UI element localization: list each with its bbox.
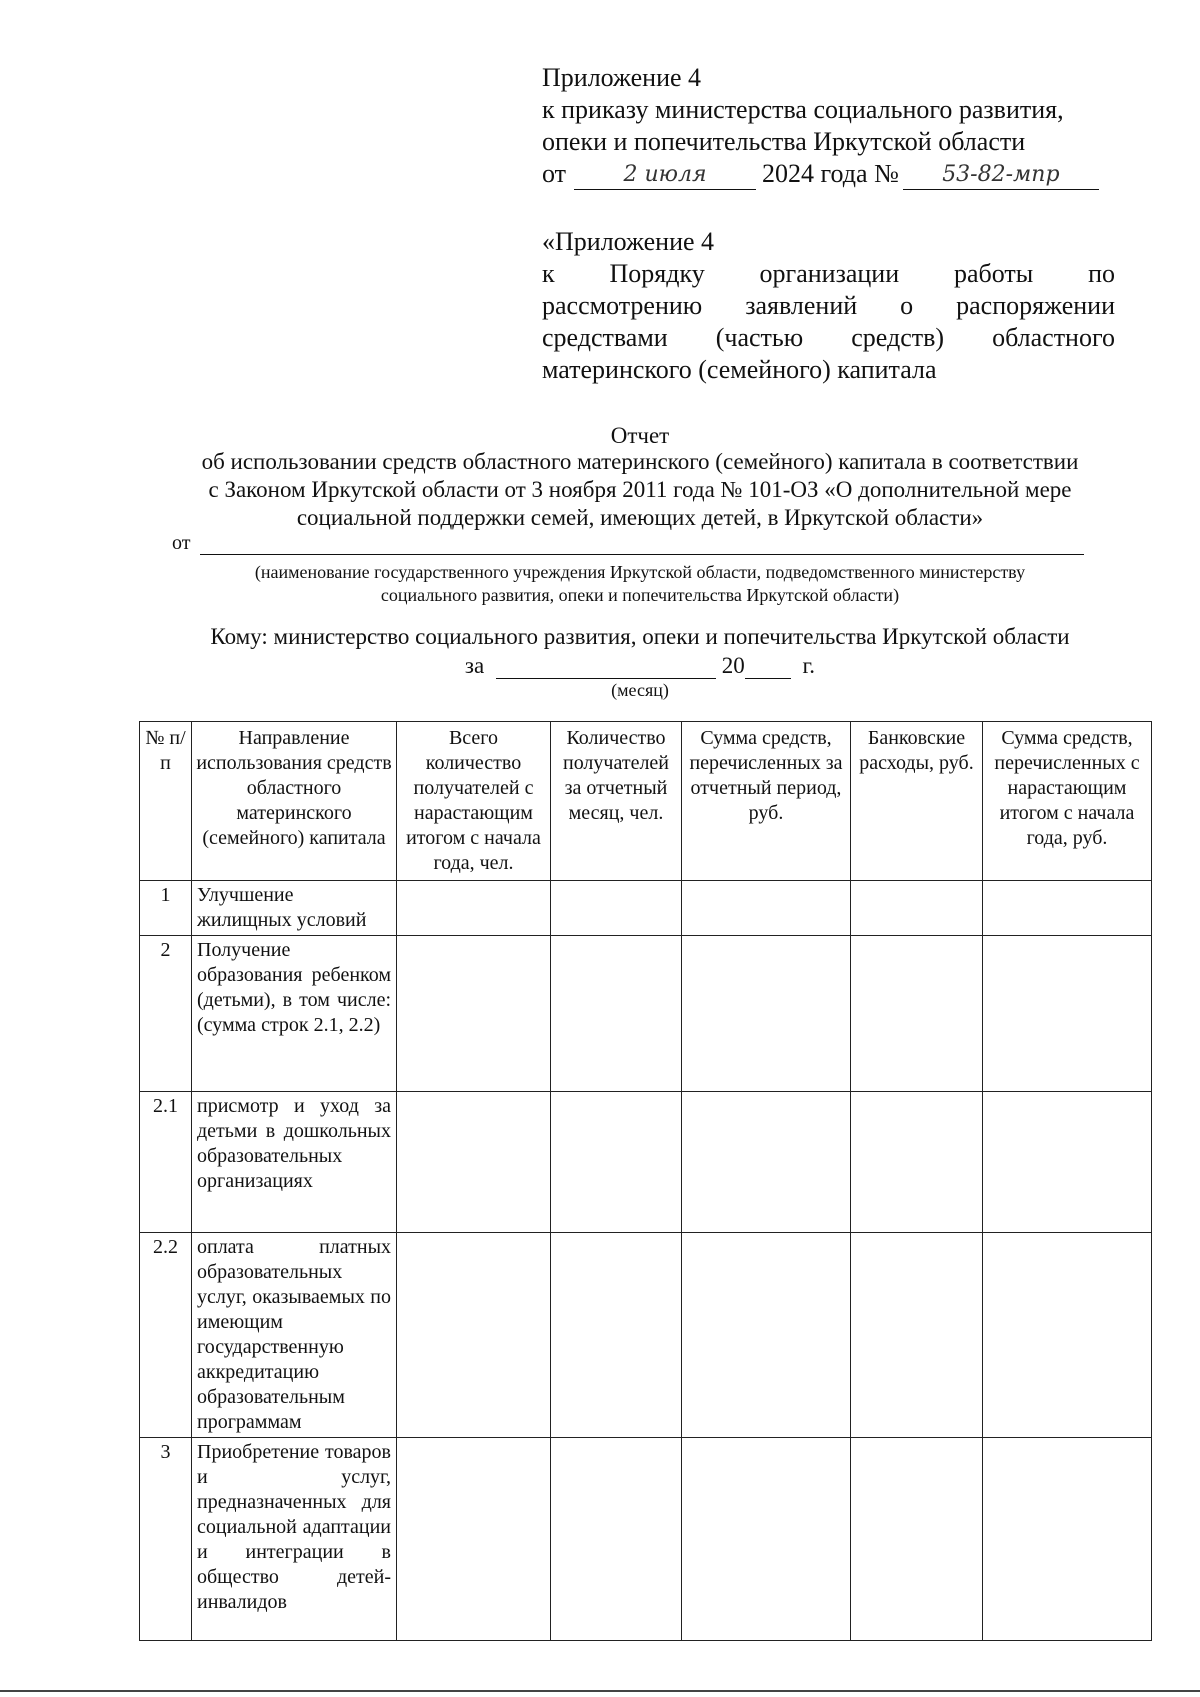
row-number: 2.2 — [140, 1233, 192, 1438]
institution-caption: социального развития, опеки и попечительства Иркутской области) — [380, 585, 900, 605]
row-description: присмотр и уход за детьми в дошкольных образовательных организациях — [192, 1092, 397, 1233]
table-cell — [983, 1233, 1152, 1438]
report-title-line: социальной поддержки семей, имеющих детей, в Иркутской области» — [296, 505, 984, 530]
table-cell — [551, 1092, 682, 1233]
period-line — [150, 653, 1130, 679]
row-description: Улучшение жилищных условий — [192, 881, 397, 936]
table-cell — [851, 1092, 983, 1233]
table-cell — [851, 1233, 983, 1438]
header-from-prefix: от — [542, 159, 567, 188]
column-header-total-recipients: Всего количество получателей с нарастающим итогом с начала года, чел. — [397, 722, 551, 881]
table-row — [140, 1092, 1152, 1233]
institution-from-prefix: от — [172, 532, 191, 554]
table-cell — [551, 881, 682, 936]
row-number: 3 — [140, 1438, 192, 1641]
table-cell — [682, 1092, 851, 1233]
procedure-appendix-title: «Приложение 4 — [542, 227, 715, 256]
table-cell — [682, 1438, 851, 1641]
header-year-text: 2024 года № — [762, 159, 899, 188]
table-row — [140, 936, 1152, 1092]
table-row — [140, 1438, 1152, 1641]
table-cell — [983, 881, 1152, 936]
column-header-period-sum: Сумма средств, перечисленных за отчетный период, руб. — [682, 722, 851, 881]
table-cell — [983, 936, 1152, 1092]
table-cell — [551, 936, 682, 1092]
table-cell — [551, 1438, 682, 1641]
header-to-order: к приказу министерства социального развития, — [542, 95, 1064, 124]
header-ministry: опеки и попечительства Иркутской области — [542, 127, 1026, 156]
report-title-line: об использовании средств областного материнского (семейного) капитала в соответствии — [201, 449, 1079, 474]
row-description: Приобретение товаров и услуг, предназначенных для социальной адаптации и интеграции в общество детей-инвалидов — [192, 1438, 397, 1641]
report-heading: Отчет — [610, 423, 670, 448]
table-cell — [851, 1438, 983, 1641]
table-cell — [397, 881, 551, 936]
table-cell — [397, 1233, 551, 1438]
table-cell — [851, 936, 983, 1092]
table-cell — [397, 936, 551, 1092]
institution-caption: (наименование государственного учреждения Иркутской области, подведомственного министерству — [254, 562, 1026, 582]
table-header-row — [140, 722, 1152, 881]
table-cell — [682, 936, 851, 1092]
period-year-blank — [745, 656, 791, 679]
period-za: за — [464, 653, 485, 678]
column-header-cumulative-sum: Сумма средств, перечисленных с нарастающим итогом с начала года, руб. — [983, 722, 1152, 881]
row-number: 2 — [140, 936, 192, 1092]
report-table — [139, 721, 1152, 1641]
table-cell — [851, 881, 983, 936]
table-cell — [983, 1438, 1152, 1641]
header-date-line — [542, 158, 1117, 190]
row-number: 2.1 — [140, 1092, 192, 1233]
procedure-line: материнского (семейного) капитала — [542, 355, 937, 384]
table-cell — [682, 1233, 851, 1438]
procedure-appendix-block — [542, 226, 1115, 386]
table-cell — [682, 881, 851, 936]
handwritten-order-number: 53-82-мпр — [903, 161, 1099, 190]
period-month-blank — [496, 656, 716, 679]
order-header — [542, 62, 1117, 190]
report-title-line: с Законом Иркутской области от 3 ноября 2011 года № 101-ОЗ «О дополнительной мере — [208, 477, 1072, 502]
row-description: Получение образования ребенком (детьми), в том числе: (сумма строк 2.1, 2.2) — [192, 936, 397, 1092]
column-header-direction: Направление использования средств областного материнского (семейного) капитала — [192, 722, 397, 881]
procedure-line: к Порядку организации работы по — [542, 259, 1115, 288]
recipient-line: Кому: министерство социального развития, опеки и попечительства Иркутской области — [210, 624, 1070, 649]
table-cell — [397, 1092, 551, 1233]
table-row — [140, 1233, 1152, 1438]
period-year-prefix: 20 — [721, 653, 745, 678]
table-cell — [397, 1438, 551, 1641]
table-cell — [983, 1092, 1152, 1233]
column-header-monthly-recipients: Количество получателей за отчетный месяц, чел. — [551, 722, 682, 881]
procedure-line: средствами (частью средств) областного — [542, 323, 1115, 352]
page-bottom-rule — [0, 1690, 1200, 1692]
table-row — [140, 881, 1152, 936]
row-number: 1 — [140, 881, 192, 936]
institution-blank — [200, 534, 1084, 555]
column-header-bank-expenses: Банковские расходы, руб. — [851, 722, 983, 881]
row-description: оплата платных образовательных услуг, оказываемых по имеющим государственную аккредитацию образовательным программам — [192, 1233, 397, 1438]
column-header-number: № п/п — [140, 722, 192, 881]
handwritten-date: 2 июля — [574, 161, 756, 190]
institution-line — [172, 532, 1084, 555]
table-cell — [551, 1233, 682, 1438]
month-caption: (месяц) — [611, 680, 669, 700]
procedure-line: рассмотрению заявлений о распоряжении — [542, 291, 1115, 320]
period-year-suffix: г. — [802, 653, 816, 678]
header-appendix: Приложение 4 — [542, 63, 702, 92]
